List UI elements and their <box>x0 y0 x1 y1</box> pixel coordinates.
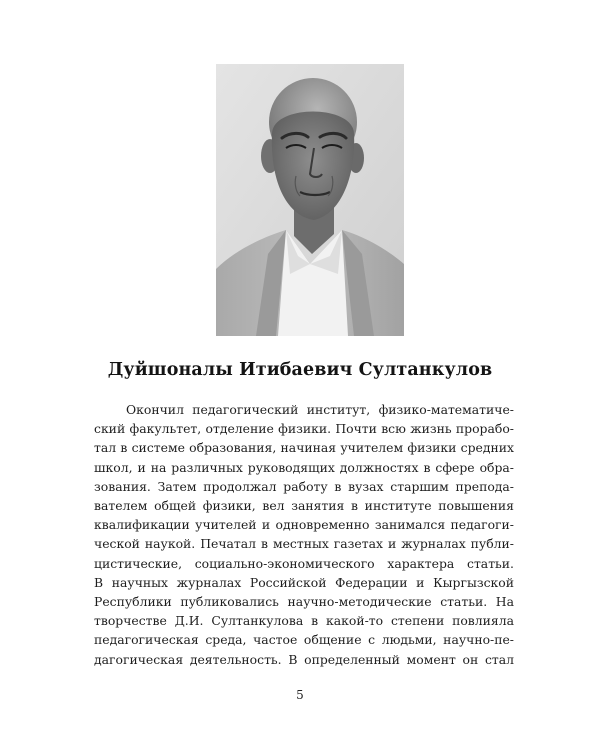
author-name-heading: Дуйшоналы Итибаевич Султанкулов <box>107 360 493 380</box>
paragraph-line: творчестве Д.И. Султанкулова в какой-то степени повлияла <box>94 613 514 629</box>
paragraph-line: зования. Затем продолжал работу в вузах старшим препода- <box>94 478 514 494</box>
paragraph-line: В научных журналах Российской Федерации и Кыргызской <box>94 574 514 590</box>
page-number: 5 <box>296 688 304 702</box>
paragraph-line: квалификации учителей и одновременно занимался педагоги- <box>94 517 514 533</box>
paragraph-line: тал в системе образования, начиная учителем физики средних <box>94 440 514 456</box>
paragraph-line: Республики публиковались научно-методические статьи. На <box>94 594 514 610</box>
paragraph-line: ский факультет, отделение физики. Почти всю жизнь прорабо- <box>94 421 514 437</box>
biography-paragraph <box>94 400 514 669</box>
paragraph-line: ческой наукой. Печатал в местных газетах и журналах публи- <box>94 536 514 552</box>
paragraph-line: цистические, социально-экономического характера статьи. <box>94 555 514 571</box>
paragraph-line: Окончил педагогический институт, физико-математиче- <box>126 402 514 417</box>
paragraph-line: педагогическая среда, частое общение с людьми, научно-пе- <box>94 632 514 648</box>
author-portrait <box>216 64 404 336</box>
portrait-photo-icon <box>216 64 404 336</box>
paragraph-line: вателем общей физики, вел занятия в институте повышения <box>94 498 514 514</box>
paragraph-line: дагогическая деятельность. В определенный момент он стал <box>94 651 514 667</box>
paragraph-line: школ, и на различных руководящих должностях в сфере обра- <box>94 459 514 475</box>
